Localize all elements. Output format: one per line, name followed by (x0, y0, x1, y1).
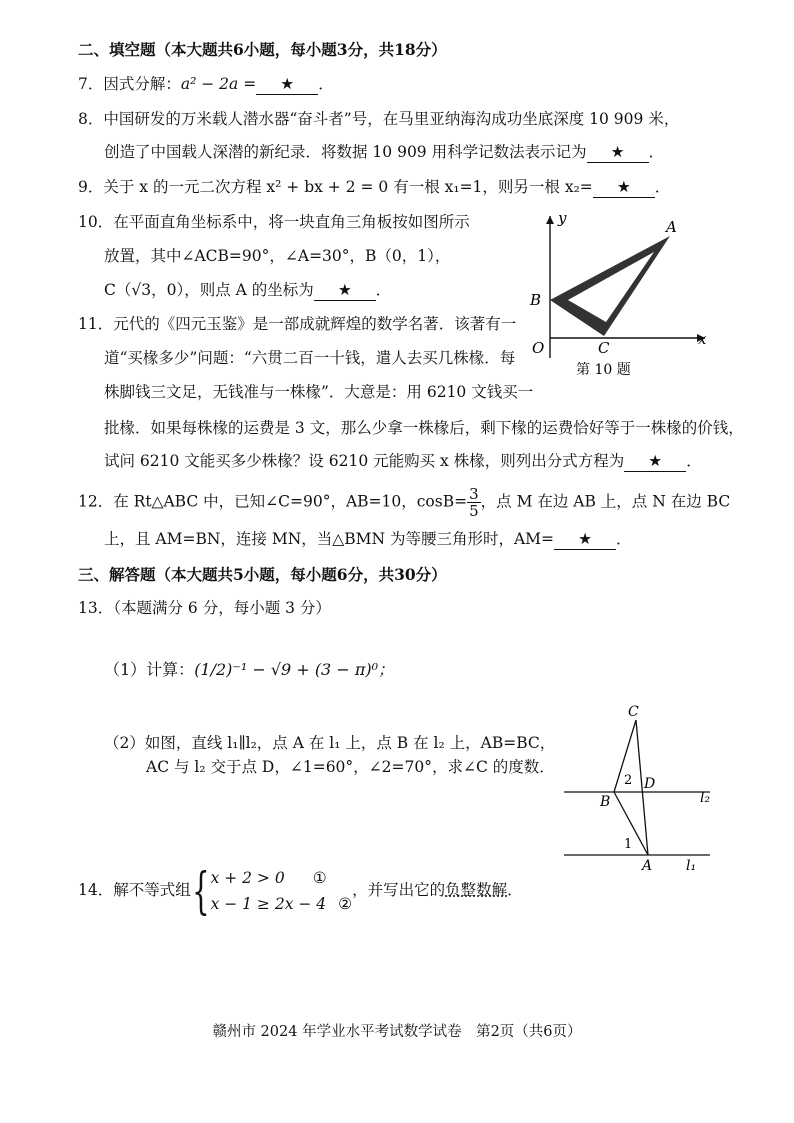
question-text: 上，且 AM=BN，连接 MN，当△BMN 为等腰三角形时，AM= (104, 530, 555, 548)
system-brace: { (191, 862, 210, 920)
label-l2: l₂ (700, 790, 711, 806)
math-expression: (1/2)⁻¹ − √9 + (3 − π)⁰； (194, 660, 394, 679)
answer-blank: ★ (587, 142, 649, 163)
inequality-2-expr: x − 1 ≥ 2x − 4 (210, 895, 327, 913)
question-number: 10． (78, 213, 114, 231)
question-text: 创造了中国载人深潜的新纪录．将数据 10 909 用科学记数法表示记为 (104, 143, 587, 161)
inequality-system (211, 865, 353, 917)
question-number: 14． (78, 881, 114, 899)
question-8-line-1 (78, 109, 679, 129)
label-a: A (666, 218, 677, 236)
question-text: C（√3，0），则点 A 的坐标为 (104, 281, 314, 299)
punctuation: ． (616, 530, 632, 548)
label-a: A (642, 858, 653, 874)
question-12-line-1 (78, 486, 730, 519)
question-11-line-2: 道“买椽多少”问题：“六贯二百一十钱，遣人去买几株椽．每 (104, 349, 516, 367)
question-11-line-5 (104, 451, 702, 472)
figure-q13-parallel-lines (560, 700, 720, 880)
inequality-1 (211, 865, 353, 891)
question-11-line-4: 批椽．如果每株椽的运费是 3 文，那么少拿一株椽后，剩下椽的运费恰好等于一株椽的价钱， (104, 419, 744, 437)
fraction-three-fifths (467, 486, 481, 519)
punctuation: ． (507, 881, 523, 899)
triangle-plate (550, 236, 670, 336)
label-x: x (698, 330, 707, 348)
question-13-header (78, 598, 331, 618)
answer-blank: ★ (314, 280, 376, 301)
math-expression: a² − 2a = (180, 75, 257, 93)
answer-blank: ★ (554, 529, 616, 550)
question-text: ，点 M 在边 AB 上，点 N 在边 BC (480, 492, 731, 511)
page-footer: 赣州市 2024 年学业水平考试数学试卷 第2页（共6页） (212, 1024, 582, 1040)
question-number: 7． (78, 75, 104, 93)
question-number: 9． (78, 178, 104, 196)
label-y: y (558, 209, 567, 227)
question-11-line-3: 株脚钱三文足，无钱准与一株椽”．大意是：用 6210 文钱买一 (104, 383, 534, 401)
question-text: ，并写出它的 (352, 881, 446, 899)
punctuation: ． (318, 75, 334, 93)
question-text: 元代的《四元玉鉴》是一部成就辉煌的数学名著．该著有一 (113, 315, 517, 333)
label-c: C (628, 704, 639, 720)
label-b: B (530, 291, 542, 309)
answer-blank: ★ (593, 177, 655, 198)
punctuation: ． (648, 143, 665, 161)
section-3-header: 三、解答题（本大题共5小题，每小题6分，共30分） (78, 565, 447, 584)
label-d: D (644, 776, 656, 792)
question-13-part-2-line-2: AC 与 l₂ 交于点 D，∠1=60°，∠2=70°，求∠C 的度数． (146, 758, 555, 776)
inequality-2 (211, 891, 353, 917)
fraction-numerator: 3 (469, 485, 479, 503)
part-label: （1）计算： (104, 660, 195, 679)
question-9 (78, 177, 670, 198)
answer-blank: ★ (624, 451, 686, 472)
y-axis-arrow (546, 216, 554, 224)
figure-q10-coordinate-triangle (520, 208, 720, 378)
question-number: 8． (78, 110, 104, 128)
question-8-line-2 (104, 142, 664, 163)
question-13-part-1 (104, 660, 394, 680)
question-10-line-1 (78, 212, 470, 232)
label-o: O (532, 339, 545, 357)
figure-caption: 第 10 题 (576, 362, 631, 378)
inequality-2-mark: ② (338, 895, 353, 913)
inequality-1-mark: ① (312, 869, 327, 887)
question-10-line-3 (104, 280, 391, 301)
question-14 (78, 862, 523, 918)
question-text: 在平面直角坐标系中，将一块直角三角板按如图所示 (113, 213, 470, 231)
question-text: 中国研发的万米载人潜水器“奋斗者”号，在马里亚纳海沟成功坐底深度 10 909 米， (103, 110, 680, 128)
question-7 (78, 74, 334, 95)
inequality-1-expr: x + 2 > 0 (210, 869, 285, 887)
punctuation: ． (654, 178, 671, 196)
section-2-header: 二、填空题（本大题共6小题，每小题3分，共18分） (78, 40, 447, 59)
label-l1: l₁ (686, 858, 697, 874)
question-text: 解不等式组 (113, 881, 191, 899)
punctuation: ． (686, 452, 702, 470)
label-b: B (600, 794, 611, 810)
question-11-line-1 (78, 314, 516, 334)
question-12-line-2 (104, 529, 632, 550)
question-text: 因式分解： (103, 75, 181, 93)
question-13-part-2-line-1: （2）如图，直线 l₁∥l₂，点 A 在 l₁ 上，点 B 在 l₂ 上，AB=BC， (104, 734, 556, 752)
question-number: 12． (78, 492, 114, 511)
question-text: 在 Rt△ABC 中，已知∠C=90°，AB=10，cosB= (113, 492, 468, 511)
angle-2-label: 2 (624, 773, 633, 788)
question-text: （本题满分 6 分，每小题 3 分） (113, 599, 331, 617)
label-c: C (598, 339, 610, 357)
emphasized-text: 负整数解 (445, 881, 508, 899)
question-text: 关于 x 的一元二次方程 x² + bx + 2 = 0 有一根 x₁=1，则另一根 x₂= (103, 178, 593, 196)
question-number: 13． (78, 599, 114, 617)
question-10-line-2: 放置，其中∠ACB=90°，∠A=30°，B（0，1）， (104, 247, 451, 265)
angle-1-label: 1 (624, 837, 633, 852)
answer-blank: ★ (256, 74, 318, 95)
question-number: 11． (78, 315, 114, 333)
punctuation: ． (375, 281, 392, 299)
fraction-denominator: 5 (469, 502, 479, 520)
question-text: 试问 6210 文能买多少株椽？设 6210 元能购买 x 株椽，则列出分式方程为 (104, 452, 625, 470)
